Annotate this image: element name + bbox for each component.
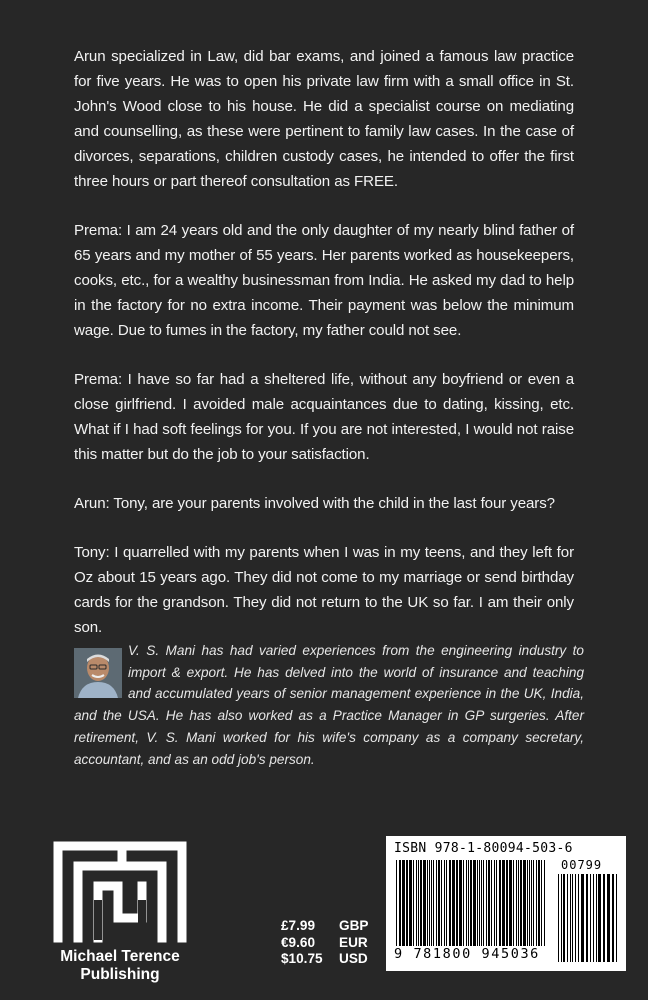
barcode-bar xyxy=(520,860,522,946)
barcode-bar xyxy=(516,860,517,946)
price-row-eur xyxy=(281,935,368,952)
barcode-bar xyxy=(572,874,573,962)
price-row-gbp xyxy=(281,918,368,935)
barcode-bar xyxy=(423,860,426,946)
barcode-bar xyxy=(590,874,591,962)
barcode-bar xyxy=(444,860,445,946)
barcode-bar xyxy=(416,860,417,946)
barcode-bar xyxy=(496,860,497,946)
barcode-bar xyxy=(488,860,490,946)
barcode-bar xyxy=(494,860,495,946)
price-list xyxy=(281,918,368,968)
barcode-bar xyxy=(396,860,397,946)
barcode-bar xyxy=(481,860,482,946)
barcode-bar xyxy=(406,860,408,946)
barcode-bar xyxy=(531,860,532,946)
barcode-bar xyxy=(449,860,451,946)
price-addon-code: 00799 xyxy=(561,858,603,872)
blurb-paragraph-4: Arun: Tony, are your parents involved with the child in the last four years? xyxy=(74,495,555,512)
barcode-bar xyxy=(431,860,432,946)
barcode-bar xyxy=(463,860,464,946)
barcode-bar xyxy=(598,874,601,962)
barcode-bar xyxy=(506,860,508,946)
publisher-name-line2: Publishing xyxy=(80,966,160,983)
barcode-bar xyxy=(479,860,480,946)
barcode-bar xyxy=(429,860,430,946)
blurb-paragraph-5: Tony: I quarrelled with my parents when I was in my teens, and they left for Oz about 15 years ago. They did not come to my marriage or send birthday cards for the grandson. They did not return to the UK so far. I am their only son. xyxy=(74,544,574,636)
barcode-bar xyxy=(570,874,571,962)
author-photo xyxy=(74,648,122,698)
price-amount: €9.60 xyxy=(281,934,316,950)
publisher-logo-mark xyxy=(50,838,190,944)
barcode-bar xyxy=(586,874,588,962)
barcode-bar xyxy=(499,860,501,946)
barcode-bar xyxy=(470,860,472,946)
publisher-logo xyxy=(50,838,190,984)
barcode-bar xyxy=(477,860,478,946)
isbn-barcode xyxy=(386,836,626,971)
barcode-bar xyxy=(533,860,534,946)
barcode-bar xyxy=(436,860,437,946)
barcode-bar xyxy=(418,860,419,946)
barcode-bar xyxy=(486,860,487,946)
barcode-bar xyxy=(409,860,412,946)
barcode-bar xyxy=(607,874,610,962)
barcode-bar xyxy=(509,860,512,946)
barcode-bar xyxy=(459,860,462,946)
barcode-bar xyxy=(529,860,530,946)
price-currency: EUR xyxy=(339,934,368,950)
barcode-bar xyxy=(502,860,505,946)
barcode-bar xyxy=(399,860,401,946)
barcode-bar xyxy=(438,860,440,946)
barcode-bar xyxy=(456,860,458,946)
barcode-bar xyxy=(468,860,469,946)
barcode-bar xyxy=(466,860,467,946)
barcode-bar xyxy=(527,860,528,946)
price-amount: £7.99 xyxy=(281,918,316,933)
blurb-paragraph-1: Arun specialized in Law, did bar exams, and joined a famous law practice for five years. He was to open his private law firm with a small office in St. John's Wood close to his house. He did a specialist course on mediating and counselling, as these were pertinent to family law cases. In the case of divorces, separations, children custody cases, he intended to offer the first three hours or part thereof consultation as FREE. xyxy=(74,48,574,190)
barcode-bar xyxy=(544,860,545,946)
barcode-bar xyxy=(420,860,422,946)
author-bio-text: V. S. Mani has had varied experiences from the engineering industry to import & export. He has delved into the world of insurance and teaching and accumulated years of senior management experience in the UK, India, and the USA. He has also worked as a Practice Manager in GP surgeries. After retirement, V. S. Mani worked for his wife's company as a company secretary, accountant, and as an odd job's person. xyxy=(74,643,584,767)
barcode-bar xyxy=(563,874,565,962)
barcode-bar xyxy=(541,860,542,946)
barcode-bar xyxy=(558,874,559,962)
author-portrait-icon xyxy=(74,648,122,698)
barcode-bar xyxy=(616,874,617,962)
barcode-bar xyxy=(402,860,405,946)
back-cover-blurb xyxy=(74,44,574,664)
price-row-usd xyxy=(281,951,368,968)
barcode-bar xyxy=(581,874,584,962)
barcode-bar xyxy=(433,860,434,946)
price-currency: USD xyxy=(339,951,368,966)
barcode-bar xyxy=(538,860,540,946)
barcode-bar xyxy=(518,860,519,946)
blurb-paragraph-2: Prema: I am 24 years old and the only daughter of my nearly blind father of 65 years and my mother of 55 years. Her parents worked as housekeepers, cooks, etc., for a wealthy businessman from India. He asked my dad to help in the factory for no extra income. Their payment was below the minimum wage. Due to fumes in the factory, my father could not see. xyxy=(74,222,574,339)
barcode-bar xyxy=(513,860,514,946)
barcode-bar xyxy=(612,874,614,962)
barcode-bar xyxy=(491,860,492,946)
barcode-bar xyxy=(523,860,526,946)
isbn-label: ISBN 978-1-80094-503-6 xyxy=(394,841,573,856)
barcode-bar xyxy=(441,860,442,946)
blurb-paragraph-3: Prema: I have so far had a sheltered life, without any boyfriend or even a close girlfriend. I avoided male acquaintances due to dating, kissing, etc. What if I had soft feelings for you. If you are not interested, I would not raise this matter but do the job to your satisfaction. xyxy=(74,371,574,463)
barcode-bar xyxy=(473,860,476,946)
barcode-bar xyxy=(575,874,576,962)
barcode-bar xyxy=(593,874,594,962)
barcode-bar xyxy=(561,874,562,962)
price-currency: GBP xyxy=(339,918,369,933)
barcode-bar xyxy=(452,860,455,946)
barcode-bar xyxy=(536,860,537,946)
barcode-bar xyxy=(578,874,579,962)
barcode-bar xyxy=(427,860,428,946)
ean-digits: 9 781800 945036 xyxy=(394,946,540,962)
barcode-bar xyxy=(446,860,447,946)
publisher-name-line1: Michael Terence xyxy=(60,948,180,965)
barcode-bar xyxy=(596,874,597,962)
author-bio xyxy=(74,640,584,770)
barcode-bar xyxy=(413,860,414,946)
barcode-bar xyxy=(567,874,568,962)
barcode-bar xyxy=(483,860,484,946)
barcode-bar xyxy=(603,874,605,962)
price-amount: $10.75 xyxy=(281,951,323,966)
